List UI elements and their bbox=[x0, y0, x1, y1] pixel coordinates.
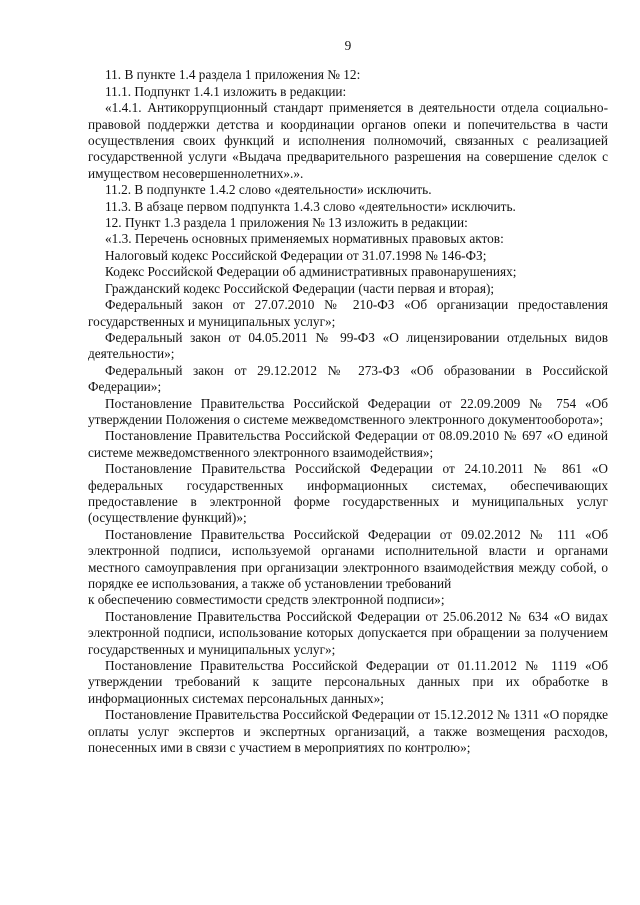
paragraph-law-210: Федеральный закон от 27.07.2010 № 210-ФЗ «Об организации предоставления государственных и муниципальных услуг»; bbox=[88, 297, 608, 329]
paragraph-decree-1311: Постановление Правительства Российской Федерации от 15.12.2012 № 1311 «О порядке оплаты услуг экспертов и экспертных организаций, а также возмещения расходов, понесенных ими в связи с участием в мероприятиях по контролю»; bbox=[88, 707, 608, 756]
paragraph-item-11: 11. В пункте 1.4 раздела 1 приложения № 12: bbox=[105, 67, 361, 83]
paragraph-item-12: 12. Пункт 1.3 раздела 1 приложения № 13 изложить в редакции: bbox=[105, 215, 468, 231]
paragraph-law-99: Федеральный закон от 04.05.2011 № 99-ФЗ «О лицензировании отдельных видов деятельности»; bbox=[88, 329, 608, 362]
paragraph-quote-1-4-1: «1.4.1. Антикоррупционный стандарт применяется в деятельности отдела социально-правовой поддержки детства и координации органов опеки и попечительства в части осуществления своих функций и исполнения полномочий, связанных с реализацией государственной услуги «Выдача предварительного разрешения на совершение сделок с имуществом несовершеннолетних».». bbox=[88, 100, 608, 181]
paragraph-item-11-1: 11.1. Подпункт 1.4.1 изложить в редакции: bbox=[105, 83, 347, 99]
paragraph-item-11-3: 11.3. В абзаце первом подпункта 1.4.3 слово «деятельности» исключить. bbox=[105, 198, 516, 214]
paragraph-law-273: Федеральный закон от 29.12.2012 № 273-ФЗ «Об образовании в Российской Федерации»; bbox=[88, 362, 608, 395]
paragraph-item-11-2: 11.2. В подпункте 1.4.2 слово «деятельности» исключить. bbox=[105, 182, 432, 198]
paragraph-decree-111: Постановление Правительства Российской Федерации от 09.02.2012 № 111 «Об электронной подписи, используемой органами исполнительной власти и органами местного самоуправления при организации электронного взаимодействия между собой, о порядке ее использования, а также об установлении требований bbox=[88, 526, 608, 591]
paragraph-civil-code: Гражданский кодекс Российской Федерации (части первая и вторая); bbox=[105, 280, 495, 296]
paragraph-decree-697: Постановление Правительства Российской Федерации от 08.09.2010 № 697 «О единой системе межведомственного электронного взаимодействия»; bbox=[88, 428, 608, 460]
paragraph-quote-1-3: «1.3. Перечень основных применяемых нормативных правовых актов: bbox=[105, 231, 504, 247]
paragraph-decree-634: Постановление Правительства Российской Федерации от 25.06.2012 № 634 «О видах электронной подписи, использование которых допускается при обращении за получением государственных и муниципальных услуг»; bbox=[88, 608, 608, 657]
page-number: 9 bbox=[344, 38, 352, 53]
paragraph-admin-code: Кодекс Российской Федерации об административных правонарушениях; bbox=[105, 264, 517, 280]
document-page bbox=[88, 38, 608, 756]
paragraph-decree-1119: Постановление Правительства Российской Федерации от 01.11.2012 № 1119 «Об утверждении требований к защите персональных данных при их обработке в информационных системах персональных данных»; bbox=[88, 658, 608, 706]
paragraph-decree-111-continuation: к обеспечению совместимости средств электронной подписи»; bbox=[88, 592, 445, 608]
paragraph-tax-code: Налоговый кодекс Российской Федерации от 31.07.1998 № 146-ФЗ; bbox=[105, 247, 487, 263]
paragraph-decree-754: Постановление Правительства Российской Федерации от 22.09.2009 № 754 «Об утверждении Положения о системе межведомственного электронного документооборота»; bbox=[88, 395, 608, 427]
paragraph-decree-861: Постановление Правительства Российской Федерации от 24.10.2011 № 861 «О федеральных государственных информационных системах, обеспечивающих предоставление в электронной форме государственных и муниципальных услуг (осуществление функций)»; bbox=[88, 461, 608, 526]
